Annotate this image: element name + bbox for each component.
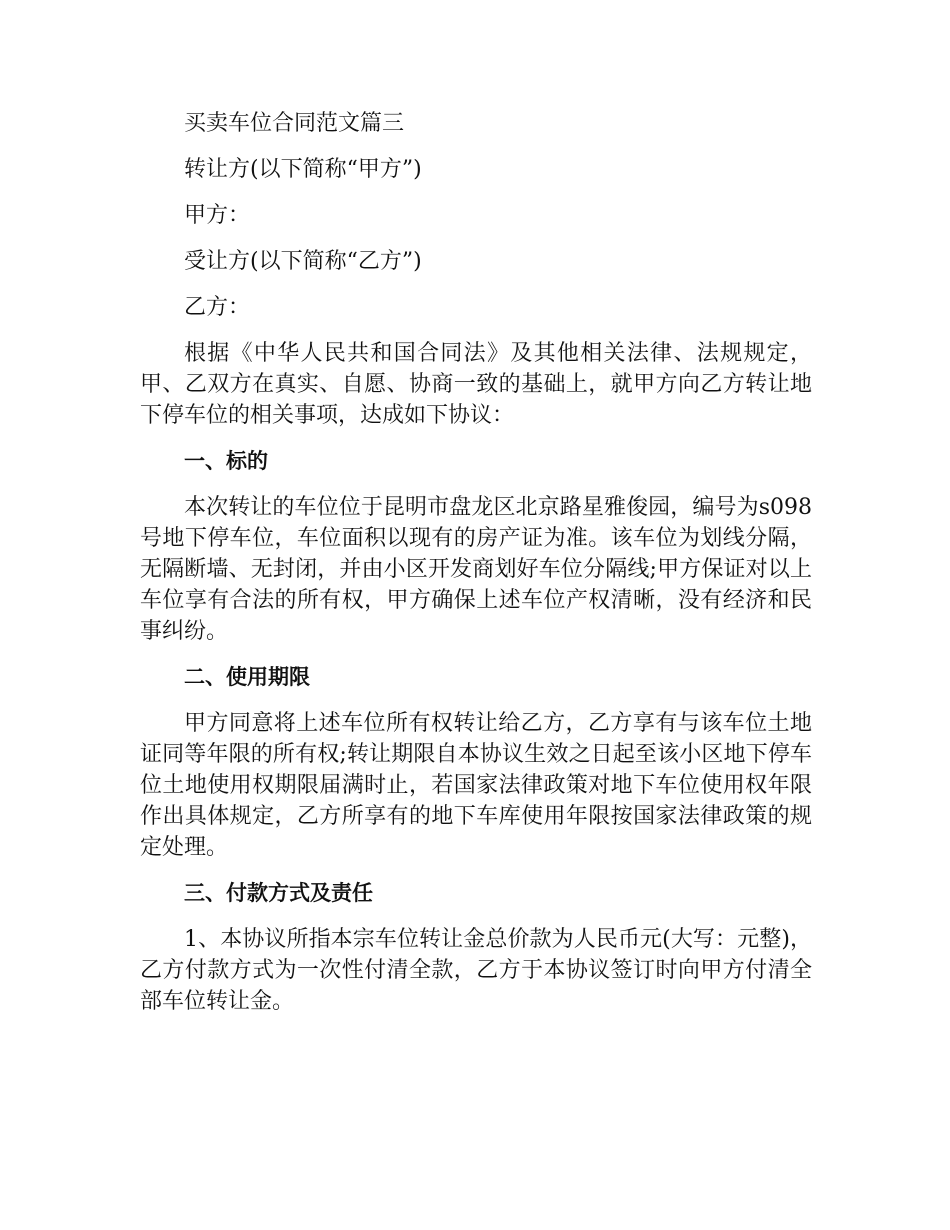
preamble-paragraph: 根据《中华人民共和国合同法》及其他相关法律、法规规定，甲、乙双方在真实、自愿、协商一致的基础上，就甲方向乙方转让地下停车位的相关事项，达成如下协议： xyxy=(140,341,812,428)
party-b-label: 乙方： xyxy=(184,295,251,320)
document-title: 买卖车位合同范文篇三 xyxy=(184,111,405,136)
section-heading-subject: 一、标的 xyxy=(184,449,268,473)
section-heading-term: 二、使用期限 xyxy=(184,665,310,689)
party-a-label: 甲方： xyxy=(184,203,251,228)
section-body-term: 甲方同意将上述车位所有权转让给乙方，乙方享有与该车位土地证同等年限的所有权;转让期限自本协议生效之日起至该小区地下停车位土地使用权期限届满时止，若国家法律政策对地下车位使用权年限作出具体规定，乙方所享有的地下车库使用年限按国家法律政策的规定处理。 xyxy=(140,711,812,860)
transferor-label: 转让方(以下简称“甲方”) xyxy=(184,157,422,182)
section-body-subject: 本次转让的车位位于昆明市盘龙区北京路星雅俊园，编号为s098号地下停车位，车位面积以现有的房产证为准。该车位为划线分隔，无隔断墙、无封闭，并由小区开发商划好车位分隔线;甲方保证对以上车位享有合法的所有权，甲方确保上述车位产权清晰，没有经济和民事纠纷。 xyxy=(140,495,812,644)
transferee-label: 受让方(以下简称“乙方”) xyxy=(184,249,422,274)
section-body-payment: 1、本协议所指本宗车位转让金总价款为人民币元(大写：元整)，乙方付款方式为一次性付清全款，乙方于本协议签订时向甲方付清全部车位转让金。 xyxy=(140,927,812,1014)
section-heading-payment: 三、付款方式及责任 xyxy=(184,881,373,905)
contract-document xyxy=(140,108,812,1017)
